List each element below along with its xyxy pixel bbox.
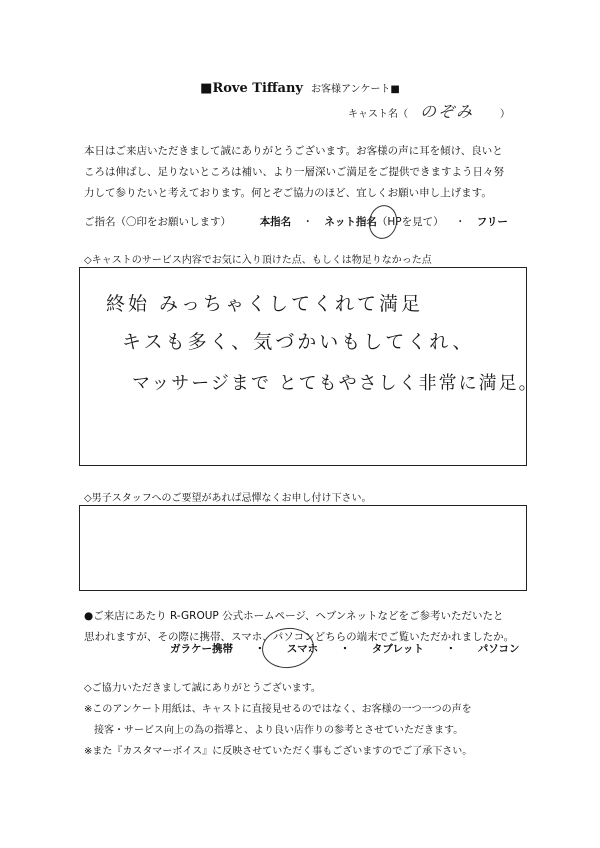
cast-label: キャスト名（	[348, 109, 408, 120]
option-net-shimei: ネット指名	[324, 216, 377, 228]
device-question-line: ●ご来店にあたり R-GROUP 公式ホームページ、ヘブンネットなどをご参考いただいたと	[84, 610, 504, 622]
hand-circle-mark	[366, 202, 400, 241]
intro-text	[84, 141, 524, 204]
footer-notes	[84, 678, 472, 762]
footer-line: ※また『カスタマーボイス』に反映させていただく事もございますのでご了承下さい。	[84, 746, 473, 757]
handwritten-answer-line: マッサージまで とてもやさしく非常に満足。	[132, 373, 539, 394]
footer-line: ◇ご協力いただきまして誠にありがとうございます。	[84, 683, 321, 694]
footer-line: 接客・サービス向上の為の指導と、より良い店作りの参考とさせていただきます。	[84, 725, 464, 736]
survey-subtitle: お客様アンケート■	[310, 84, 400, 95]
designation-label: ご指名（〇印をお願いします）	[84, 216, 231, 228]
survey-title	[0, 80, 600, 96]
option-hon-shimei: 本指名	[259, 216, 292, 228]
staff-question: ◇男子スタッフへのご要望があれば忌憚なくお申し付け下さい。	[84, 493, 372, 504]
device-options	[170, 641, 520, 656]
footer-line: ※このアンケート用紙は、キャストに直接見せるのではなく、お客様の一つ一つの声を	[84, 704, 472, 715]
separator: ・	[339, 643, 351, 655]
separator: ・	[445, 643, 457, 655]
intro-line: ころは伸ばし、足りないところは補い、より一層深いご満足をご提供できますよう日々努	[84, 166, 504, 178]
separator: ・	[454, 216, 466, 228]
service-question: ◇キャストのサービス内容でお気に入り頂けた点、もしくは物足りなかった点	[84, 255, 432, 266]
option-tablet: タブレット	[371, 643, 424, 655]
cast-name-handwritten: のぞみ	[420, 102, 475, 121]
handwritten-answer-line: 終始 みっちゃくしてくれて満足	[106, 293, 424, 315]
intro-line: 力して参りたいと考えております。何とぞご協力のほど、宜しくお願い申し上げます。	[84, 187, 492, 199]
device-question-line: 思われますが、その際に携帯、スマホ、パソコンどちらの端末でご覧いただかれましたか。	[84, 631, 515, 643]
separator: ・	[302, 216, 314, 228]
handwritten-answer-line: キスも多く、気づかいもしてくれ、	[122, 331, 475, 353]
option-free: フリー	[476, 216, 508, 228]
cast-close: ）	[500, 109, 510, 120]
intro-line: 本日はご来店いただきまして誠にありがとうございます。お客様の声に耳を傾け、良いと	[84, 145, 503, 157]
option-net-note: （HPを見て）	[376, 216, 444, 228]
brand-name: ■Rove Tiffany	[200, 81, 303, 96]
service-answer-box	[79, 267, 539, 466]
staff-answer-box	[79, 505, 527, 591]
option-smartphone: スマホ	[286, 643, 319, 655]
option-pc: パソコン	[477, 643, 520, 655]
designation-row	[84, 214, 508, 229]
option-garakei: ガラケー携帯	[170, 643, 233, 655]
separator: ・	[254, 643, 266, 655]
